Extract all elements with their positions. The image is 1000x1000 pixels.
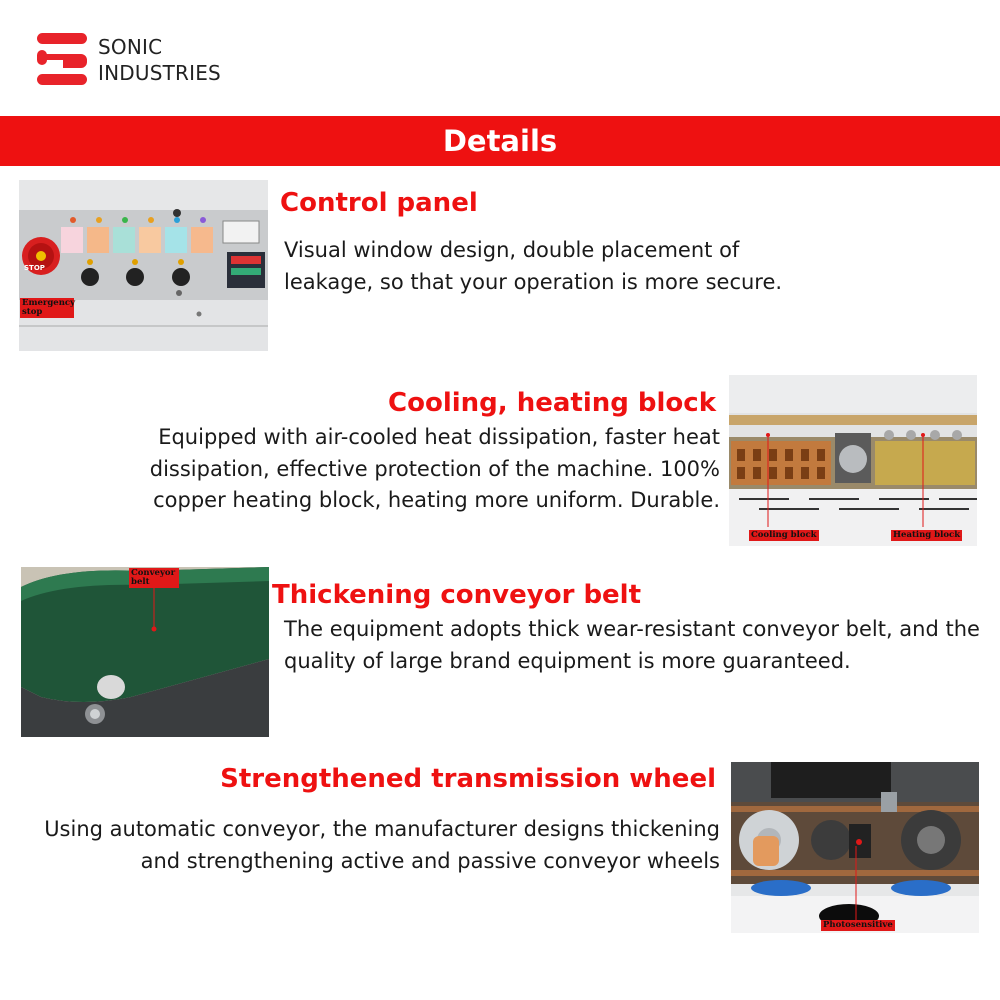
- brand-mark-icon: [35, 32, 89, 86]
- cooling-heating-heading: Cooling, heating block: [388, 388, 716, 418]
- control-panel-photo: [19, 180, 268, 351]
- conveyor-belt-label-text: Conveyor belt: [131, 568, 176, 587]
- emergency-stop-label-text: Emergency stop: [22, 298, 76, 317]
- cooling-heating-photo: [729, 375, 977, 546]
- heating-block-label: [891, 530, 962, 541]
- conveyor-belt-description: The equipment adopts thick wear-resistant conveyor belt, and the quality of large brand equipment is more guaranteed.: [284, 617, 980, 673]
- heating-block-label-text: Heating block: [893, 530, 961, 540]
- transmission-wheel-description: Using automatic conveyor, the manufacturer designs thickening and strengthening active and passive conveyor wheels: [44, 817, 720, 873]
- banner-title: Details: [442, 124, 558, 158]
- cooling-heating-description: Equipped with air-cooled heat dissipation, faster heat dissipation, effective protection of the machine. 100% copper heating block, heating more uniform. Durable.: [149, 425, 720, 512]
- cooling-block-label: [749, 530, 819, 541]
- conveyor-belt-heading: Thickening conveyor belt: [272, 580, 642, 610]
- transmission-wheel-photo: [731, 762, 979, 933]
- brand-name-line2: INDUSTRIES: [98, 61, 221, 85]
- brand-name-line1: SONIC: [98, 35, 163, 59]
- conveyor-belt-label: [129, 568, 179, 588]
- photosensitive-label-text: Photosensitive: [823, 920, 893, 930]
- brand-logo: [35, 32, 275, 92]
- stop-text: STOP: [24, 264, 45, 272]
- conveyor-belt-photo: [21, 567, 269, 737]
- brand-name: [98, 34, 221, 86]
- control-panel-heading: Control panel: [280, 188, 478, 218]
- details-banner: [0, 116, 1000, 166]
- transmission-wheel-heading: Strengthened transmission wheel: [220, 764, 716, 794]
- emergency-stop-label: [20, 298, 74, 318]
- photosensitive-label: [821, 920, 895, 931]
- control-panel-description: Visual window design, double placement of leakage, so that your operation is more secure.: [284, 238, 783, 294]
- cooling-block-label-text: Cooling block: [751, 530, 817, 540]
